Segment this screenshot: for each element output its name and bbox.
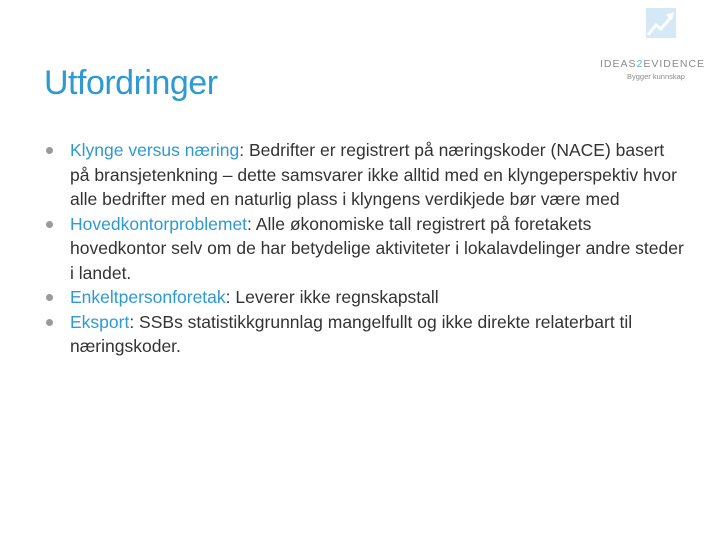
bullet-term: Enkeltpersonforetak: [70, 287, 226, 307]
trend-chart-icon: [646, 8, 676, 38]
logo-word-3: EVIDENCE: [643, 58, 706, 70]
bullet-icon: [46, 319, 53, 326]
bullet-term: Eksport: [70, 311, 130, 332]
bullet-item: [44, 285, 684, 310]
bullet-text: : Alle økonomiske tall registrert på foretakets hovedkontor selv om de har betydelige aktiviteter i lokalavdelinger andre steder i landet.: [70, 213, 684, 283]
bullet-term: Klynge versus næring: [70, 140, 240, 160]
bullet-text: : Leverer ikke regnskapstall: [225, 287, 439, 307]
bullet-item: [44, 310, 684, 359]
logo-tagline: Bygger kunnskap: [627, 72, 685, 81]
logo-wordmark: [600, 58, 716, 70]
bullet-list: [44, 138, 684, 359]
ideas2evidence-logo: [600, 8, 716, 80]
bullet-item: [44, 212, 684, 286]
logo-word-2: 2: [636, 58, 644, 70]
bullet-item: [44, 138, 684, 212]
bullet-text: : SSBs statistikkgrunnlag mangelfullt og ikke direkte relaterbart til næringskoder.: [70, 311, 633, 356]
bullet-text: : Bedrifter er registrert på næringskoder (NACE) basert på bransjetenkning – dette samsvarer ikke alltid med en klyngeperspektiv hvor alle bedrifter med en naturlig plass i klyngens verdikjede bør være med: [70, 140, 677, 209]
slide-title: Utfordringer: [44, 64, 218, 102]
bullet-term: Hovedkontorproblemet: [70, 213, 248, 234]
bullet-icon: [46, 147, 53, 154]
bullet-icon: [46, 221, 53, 228]
logo-word-1: IDEAS: [600, 58, 637, 70]
bullet-icon: [46, 294, 53, 301]
